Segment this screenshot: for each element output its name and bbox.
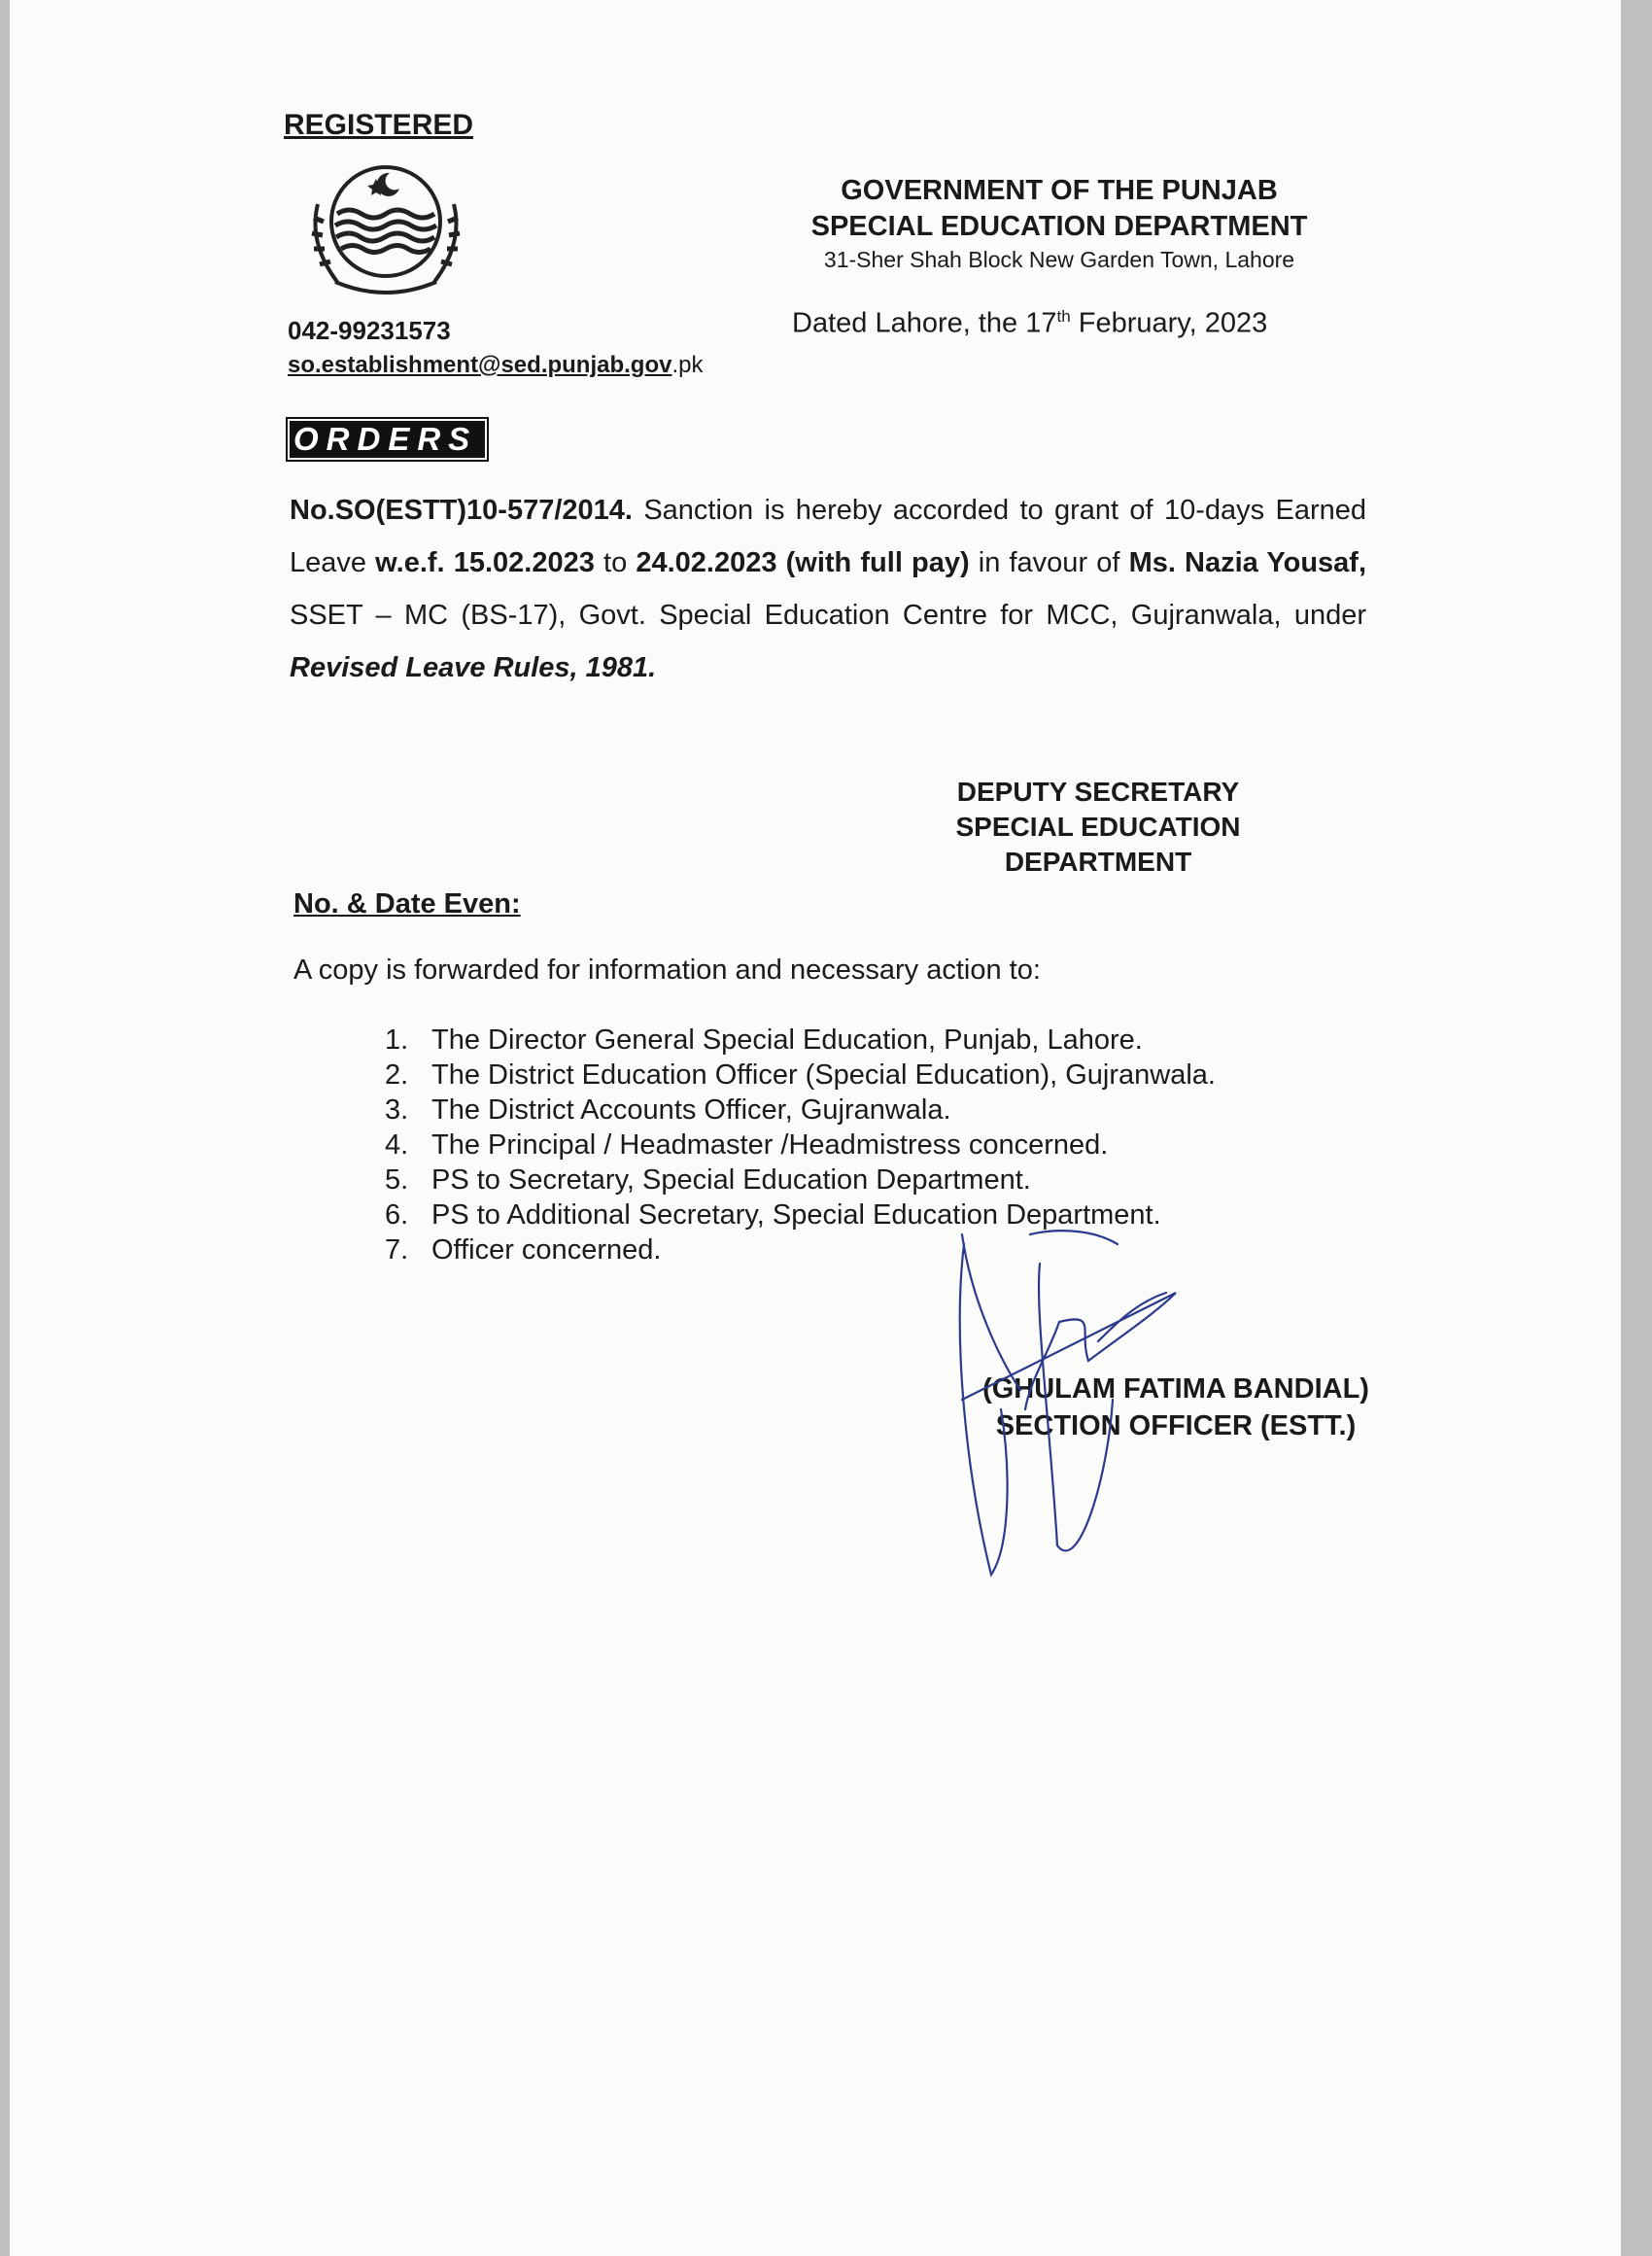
list-number: 7.: [385, 1234, 409, 1266]
order-number: No.SO(ESTT)10-577/2014.: [290, 495, 633, 526]
list-text: PS to Secretary, Special Education Department.: [431, 1164, 1031, 1196]
orders-title: ORDERS: [286, 417, 489, 462]
list-item: [385, 1093, 1216, 1128]
document-page: [10, 0, 1621, 2256]
order-rules: Revised Leave Rules, 1981.: [290, 652, 657, 683]
officer-title: SECTION OFFICER (ESTT.): [995, 1410, 1357, 1441]
dated-ordinal: th: [1056, 307, 1071, 326]
email-suffix: .pk: [671, 352, 704, 378]
order-text: in favour of: [969, 547, 1129, 578]
list-item: [385, 1163, 1216, 1197]
copy-forwarded-line: A copy is forwarded for information and necessary action to:: [293, 954, 1041, 986]
email-address[interactable]: [288, 352, 704, 379]
signatory-line: SPECIAL EDUCATION: [955, 812, 1241, 842]
officer-name: (GHULAM FATIMA BANDIAL): [982, 1373, 1369, 1405]
letterhead-header: [709, 173, 1409, 274]
order-employee-name: Ms. Nazia Yousaf,: [1128, 547, 1366, 578]
list-text: The District Accounts Officer, Gujranwala.: [431, 1094, 951, 1126]
list-number: 4.: [385, 1129, 409, 1161]
department-address: 31-Sher Shah Block New Garden Town, Lahore: [823, 247, 1295, 272]
registered-label: REGISTERED: [284, 109, 474, 141]
list-number: 6.: [385, 1199, 409, 1231]
date-even-heading: No. & Date Even:: [293, 888, 521, 920]
list-item: [385, 1128, 1216, 1163]
dated-suffix: February, 2023: [1070, 307, 1268, 339]
list-item: [385, 1023, 1216, 1058]
list-item: [385, 1058, 1216, 1093]
deputy-secretary-block: [952, 775, 1244, 880]
list-text: The District Education Officer (Special Education), Gujranwala.: [431, 1059, 1216, 1091]
list-text: The Principal / Headmaster /Headmistress concerned.: [431, 1129, 1109, 1161]
order-text: SSET – MC (BS-17), Govt. Special Education Centre for MCC, Gujranwala, under: [290, 600, 1366, 631]
list-number: 5.: [385, 1164, 409, 1196]
order-text: Sanction is hereby accorded to grant of 10-days Earned Leave: [290, 495, 1366, 578]
list-text: PS to Additional Secretary, Special Education Department.: [431, 1199, 1161, 1231]
order-paragraph: [290, 484, 1366, 694]
order-to-date: 24.02.2023 (with full pay): [636, 547, 970, 578]
list-text: Officer concerned.: [431, 1234, 662, 1266]
phone-number: 042-99231573: [288, 316, 451, 345]
government-title: GOVERNMENT OF THE PUNJAB: [841, 175, 1278, 206]
order-wef: w.e.f. 15.02.2023: [375, 547, 595, 578]
department-title: SPECIAL EDUCATION DEPARTMENT: [810, 211, 1308, 242]
list-number: 1.: [385, 1024, 409, 1056]
list-number: 2.: [385, 1059, 409, 1091]
email-user: so.establishment@sed.punjab.gov: [288, 352, 672, 378]
signatory-line: DEPARTMENT: [1004, 847, 1192, 877]
list-text: The Director General Special Education, Punjab, Lahore.: [431, 1024, 1143, 1056]
dated-prefix: Dated Lahore, the 17: [792, 307, 1057, 339]
order-text: to: [594, 547, 637, 578]
handwritten-signature-icon: [943, 1225, 1195, 1594]
signatory-line: DEPUTY SECRETARY: [956, 777, 1240, 807]
punjab-emblem-icon: [296, 156, 491, 311]
list-number: 3.: [385, 1094, 409, 1126]
dated-line: [792, 307, 1267, 340]
